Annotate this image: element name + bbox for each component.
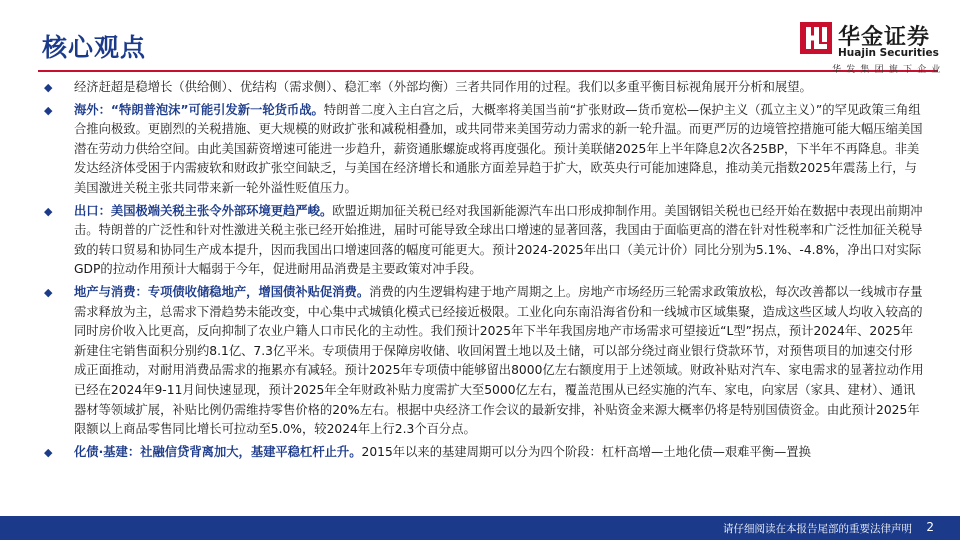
huajin-logo-icon	[800, 22, 832, 54]
company-logo	[800, 20, 946, 76]
list-item	[44, 443, 924, 463]
paragraph-lead: 海外：“特朗普泡沫”可能引发新一轮货币战。	[74, 102, 324, 117]
paragraph-text: 特朗普二度入主白宫之后，大概率将美国当前“扩张财政—货币宽松—保护主义（孤立主义）”的罕见政策三角组合推向极致。更剧烈的关税措施、更大规模的财政扩张和减税相叠加，或共同带来美国劳动力需求的新一轮升温。而更严厉的边境管控措施可能大幅压缩美国潜在劳动力供给空间。由此美国薪资增速可能进一步趋升，薪资通胀螺旋或将再度强化。预计美联储2025年上半年降息2次各25BP，下半年不再降息。非美发达经济体受困于内需疲软和财政扩张空间缺乏，与美国在经济增长和通胀方面差异趋于扩大，欧英央行可能加速降息，推动美元指数2025年震荡上行，与美国激进关税主张共同带来新一轮外溢性贬值压力。	[74, 102, 923, 195]
paragraph-lead: 出口：美国极端关税主张令外部环境更趋严峻。	[74, 203, 333, 218]
logo-en-text: Huajin Securities	[838, 47, 939, 59]
paragraph-text: 2015年以来的基建周期可以分为四个阶段：杠杆高增—土地化债—艰难平衡—置换	[361, 444, 811, 459]
diamond-bullet-icon: ◆	[44, 81, 53, 94]
diamond-bullet-icon: ◆	[44, 445, 53, 459]
diamond-bullet-icon: ◆	[44, 103, 53, 117]
diamond-bullet-icon: ◆	[44, 285, 53, 299]
logo-subtitle: 华发集团旗下企业	[832, 65, 946, 75]
paragraph-text: 欧盟近期加征关税已经对我国新能源汽车出口形成抑制作用。美国钢铝关税也已经开始在数据中表现出前期冲击。特朗普的广泛性和针对性激进关税主张已经开始推进，届时可能导致全球出口增速的显著回落，我国由于面临更高的潜在针对性税率和广泛性加征关税导致的转口贸易和协同生产成本提升，因而我国出口增速回落的幅度可能更大。预计2024-2025年出口（美元计价）同比分别为5.1%、-4.8%，净出口对实际GDP的拉动作用预计大幅弱于今年，促进耐用品消费是主要政策对冲手段。	[74, 203, 923, 277]
list-item	[44, 283, 924, 440]
key-points-list	[44, 78, 924, 465]
paragraph-text: 经济赶超是稳增长（供给侧）、优结构（需求侧）、稳汇率（外部均衡）三者共同作用的过程。我们以多重平衡目标视角展开分析和展望。	[74, 80, 812, 94]
list-item	[44, 78, 924, 98]
paragraph-lead: 化债·基建：社融信贷背离加大，基建平稳杠杆止升。	[74, 444, 362, 459]
paragraph-text: 消费的内生逻辑构建于地产周期之上。房地产市场经历三轮需求政策放松，每次改善都以一线城市存量需求释放为主，总需求下滑趋势未能改变，中心集中式城镇化模式已经接近极限。工业化向东南沿海省份和一线城市区域集聚，造成这些区域人均收入较高的同时房价收入比更高，反向抑制了农业户籍人口市民化的主动性。我们预计2025年下半年我国房地产市场需求可望接近“L型”拐点，预计2024年、2025年新建住宅销售面积分别约8.1亿、7.3亿平米。专项债用于保障房收储、收回闲置土地以及土储，可以部分绕过商业银行贷款环节，对预售项目的加速交付形成正面推动，对耐用消费品需求的拖累亦有减轻。预计2025年专项债中能够留出8000亿左右额度用于上述领域。财政补贴对汽车、家电需求的显著拉动作用已经在2024年9-11月间快速显现，预计2025年全年财政补贴力度需扩大至5000亿左右，覆盖范围从已经实施的汽车、家电，向家居（家具、建材）、通讯器材等领域扩展，补贴比例仍需维持零售价格的20%左右。根据中央经济工作会议的最新安排，补贴资金来源大概率仍将是特别国债资金。由此预计2025年限额以上商品零售同比增长可拉动至5.0%，较2024年上行2.3个百分点。	[74, 284, 924, 437]
page-number: 2	[926, 520, 934, 534]
list-item	[44, 101, 924, 199]
paragraph-lead: 地产与消费：专项债收储稳地产，增国债补贴促消费。	[74, 284, 370, 299]
logo-cn-text: 华金证券	[838, 25, 931, 50]
diamond-bullet-icon: ◆	[44, 204, 53, 218]
footer-bar	[0, 516, 960, 540]
list-item	[44, 202, 924, 280]
legal-disclaimer: 请仔细阅读在本报告尾部的重要法律声明	[723, 523, 912, 535]
page-title: 核心观点	[42, 33, 147, 62]
